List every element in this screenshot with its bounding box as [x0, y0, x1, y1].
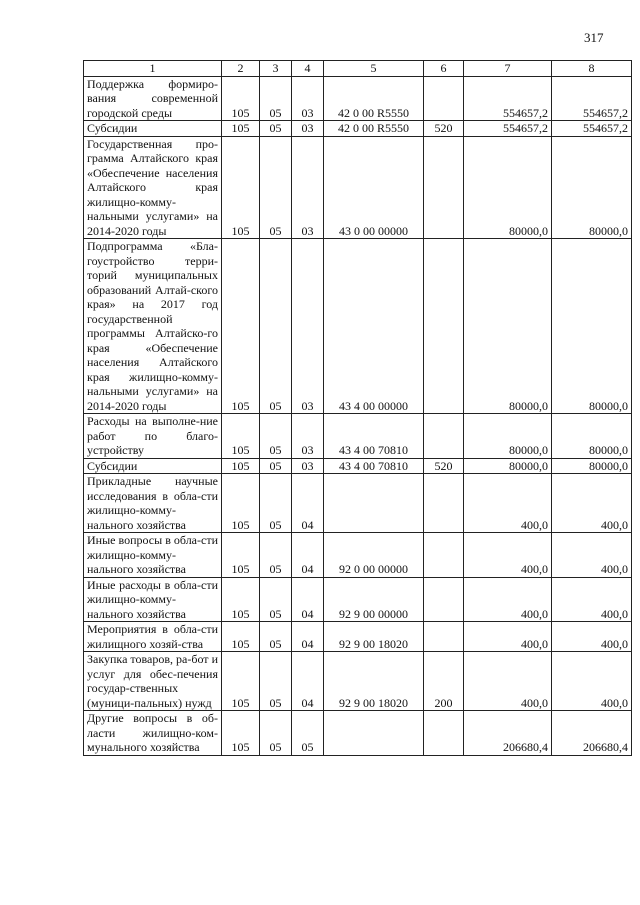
row-section-cell: 05 [260, 711, 292, 756]
row-section-cell: 05 [260, 458, 292, 474]
row-name-cell: Субсидии [84, 121, 222, 137]
row-code-cell: 105 [222, 577, 260, 622]
row-name-cell: Прикладные научные исследования в обла-сти жилищно-комму-нального хозяйства [84, 474, 222, 533]
row-amount-cell: 80000,0 [552, 136, 632, 239]
table-row [84, 652, 632, 711]
row-target-article-cell: 92 0 00 00000 [324, 533, 424, 578]
row-amount-cell: 80000,0 [464, 239, 552, 414]
row-amount-cell: 554657,2 [464, 121, 552, 137]
row-expense-type-cell [424, 76, 464, 121]
row-code-cell: 105 [222, 474, 260, 533]
table-row [84, 622, 632, 652]
table-row [84, 239, 632, 414]
page-number: 317 [584, 30, 604, 45]
row-subsection-cell: 03 [292, 458, 324, 474]
row-expense-type-cell: 520 [424, 121, 464, 137]
table-row [84, 458, 632, 474]
row-subsection-cell: 04 [292, 622, 324, 652]
row-code-cell: 105 [222, 622, 260, 652]
header-cell: 2 [222, 61, 260, 77]
row-amount-cell: 554657,2 [464, 76, 552, 121]
row-amount-cell: 400,0 [552, 533, 632, 578]
row-expense-type-cell [424, 136, 464, 239]
header-cell: 6 [424, 61, 464, 77]
row-expense-type-cell [424, 414, 464, 459]
table-row [84, 136, 632, 239]
row-name-cell: Иные вопросы в обла-сти жилищно-комму-нального хозяйства [84, 533, 222, 578]
row-target-article-cell: 92 9 00 18020 [324, 622, 424, 652]
row-section-cell: 05 [260, 76, 292, 121]
row-target-article-cell: 92 9 00 18020 [324, 652, 424, 711]
row-subsection-cell: 03 [292, 239, 324, 414]
header-cell: 5 [324, 61, 424, 77]
row-amount-cell: 554657,2 [552, 76, 632, 121]
row-amount-cell: 80000,0 [552, 414, 632, 459]
row-name-cell: Поддержка формиро-вания современной городской среды [84, 76, 222, 121]
header-cell: 1 [84, 61, 222, 77]
row-section-cell: 05 [260, 652, 292, 711]
row-name-cell: Мероприятия в обла-сти жилищного хозяй-ства [84, 622, 222, 652]
row-amount-cell: 400,0 [552, 652, 632, 711]
row-name-cell: Закупка товаров, ра-бот и услуг для обес-печения государ-ственных (муници-пальных) нужд [84, 652, 222, 711]
row-code-cell: 105 [222, 533, 260, 578]
table-row [84, 121, 632, 137]
row-expense-type-cell [424, 533, 464, 578]
row-name-cell: Другие вопросы в об-ласти жилищно-ком-мунального хозяйства [84, 711, 222, 756]
row-name-cell: Подпрограмма «Бла-гоустройство терри-торий муниципальных образований Алтай-ского края» на 2017 год государственной программы Алтайско-го края «Обеспечение населения Алтайского края жилищно-комму-нальными услугами» на 2014-2020 годы [84, 239, 222, 414]
row-target-article-cell: 43 4 00 00000 [324, 239, 424, 414]
row-subsection-cell: 04 [292, 533, 324, 578]
row-target-article-cell: 42 0 00 R5550 [324, 121, 424, 137]
row-expense-type-cell [424, 622, 464, 652]
row-amount-cell: 206680,4 [464, 711, 552, 756]
row-expense-type-cell [424, 577, 464, 622]
header-cell: 7 [464, 61, 552, 77]
row-expense-type-cell: 520 [424, 458, 464, 474]
row-section-cell: 05 [260, 136, 292, 239]
row-code-cell: 105 [222, 239, 260, 414]
row-name-cell: Государственная про-грамма Алтайского края «Обеспечение населения Алтайского края жилищно-комму-нальными услугами» на 2014-2020 годы [84, 136, 222, 239]
row-amount-cell: 80000,0 [552, 239, 632, 414]
row-subsection-cell: 03 [292, 136, 324, 239]
row-amount-cell: 400,0 [464, 533, 552, 578]
row-name-cell: Иные расходы в обла-сти жилищно-комму-нального хозяйства [84, 577, 222, 622]
row-target-article-cell: 92 9 00 00000 [324, 577, 424, 622]
row-amount-cell: 80000,0 [464, 458, 552, 474]
row-subsection-cell: 03 [292, 121, 324, 137]
row-section-cell: 05 [260, 533, 292, 578]
row-expense-type-cell [424, 474, 464, 533]
row-section-cell: 05 [260, 239, 292, 414]
row-name-cell: Субсидии [84, 458, 222, 474]
row-target-article-cell [324, 474, 424, 533]
table-row [84, 414, 632, 459]
table-header-row [84, 61, 632, 77]
row-section-cell: 05 [260, 414, 292, 459]
row-subsection-cell: 05 [292, 711, 324, 756]
row-target-article-cell [324, 711, 424, 756]
table-row [84, 711, 632, 756]
row-subsection-cell: 03 [292, 76, 324, 121]
table-row [84, 533, 632, 578]
row-section-cell: 05 [260, 622, 292, 652]
table-row [84, 577, 632, 622]
row-amount-cell: 400,0 [464, 577, 552, 622]
row-code-cell: 105 [222, 121, 260, 137]
row-code-cell: 105 [222, 136, 260, 239]
table-row [84, 76, 632, 121]
row-amount-cell: 400,0 [464, 474, 552, 533]
row-expense-type-cell: 200 [424, 652, 464, 711]
row-amount-cell: 554657,2 [552, 121, 632, 137]
row-expense-type-cell [424, 711, 464, 756]
row-code-cell: 105 [222, 652, 260, 711]
row-code-cell: 105 [222, 414, 260, 459]
row-code-cell: 105 [222, 76, 260, 121]
row-subsection-cell: 04 [292, 577, 324, 622]
row-section-cell: 05 [260, 121, 292, 137]
row-target-article-cell: 43 0 00 00000 [324, 136, 424, 239]
row-section-cell: 05 [260, 577, 292, 622]
row-target-article-cell: 43 4 00 70810 [324, 458, 424, 474]
row-amount-cell: 80000,0 [464, 136, 552, 239]
budget-table [83, 60, 632, 756]
header-cell: 3 [260, 61, 292, 77]
row-amount-cell: 206680,4 [552, 711, 632, 756]
header-cell: 8 [552, 61, 632, 77]
table-row [84, 474, 632, 533]
row-code-cell: 105 [222, 458, 260, 474]
row-name-cell: Расходы на выполне-ние работ по благо-устройству [84, 414, 222, 459]
row-subsection-cell: 03 [292, 414, 324, 459]
row-subsection-cell: 04 [292, 474, 324, 533]
row-amount-cell: 400,0 [552, 474, 632, 533]
row-amount-cell: 80000,0 [464, 414, 552, 459]
row-target-article-cell: 42 0 00 R5550 [324, 76, 424, 121]
row-section-cell: 05 [260, 474, 292, 533]
row-amount-cell: 400,0 [464, 622, 552, 652]
row-subsection-cell: 04 [292, 652, 324, 711]
row-amount-cell: 400,0 [552, 622, 632, 652]
header-cell: 4 [292, 61, 324, 77]
row-code-cell: 105 [222, 711, 260, 756]
row-amount-cell: 80000,0 [552, 458, 632, 474]
row-amount-cell: 400,0 [464, 652, 552, 711]
row-amount-cell: 400,0 [552, 577, 632, 622]
row-target-article-cell: 43 4 00 70810 [324, 414, 424, 459]
row-expense-type-cell [424, 239, 464, 414]
